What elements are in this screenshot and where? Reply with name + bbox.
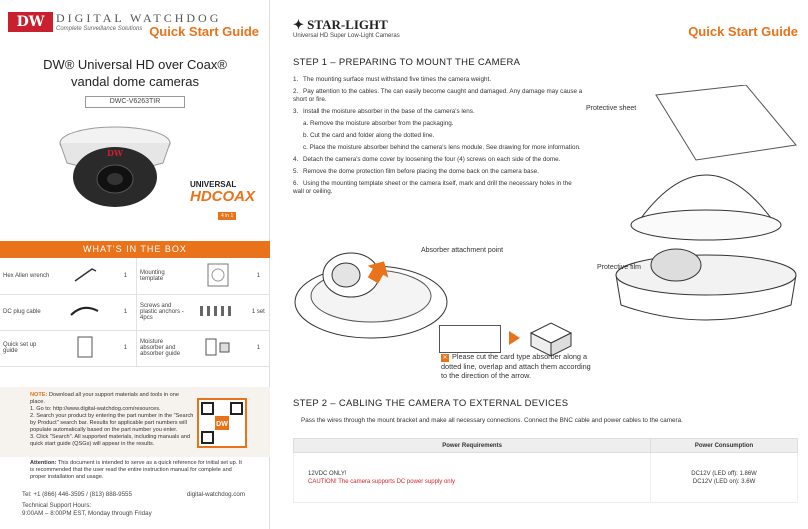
product-title xyxy=(0,56,270,90)
power-req: 12VDC ONLY! xyxy=(308,470,347,477)
card-note-text: Please cut the card type absorber along a dotted line, overlap and attach them according to the direction of the arrow. xyxy=(441,352,591,380)
item-text: Remove the dome protection film before placing the dome back on the camera base. xyxy=(303,167,539,175)
svg-text:DW: DW xyxy=(107,148,123,158)
hex-wrench-icon xyxy=(54,258,114,294)
title-line-2: vandal dome cameras xyxy=(71,74,199,89)
note-step: 1. Go to: http://www.digital-watchdog.com/resources. xyxy=(30,406,161,412)
badge-sub: 4 in 1 xyxy=(218,212,236,220)
power-led-on: DC12V (LED on): 3.6W xyxy=(692,478,756,485)
item-name: Screws and plastic anchors - 4pcs xyxy=(137,294,188,330)
item-text: Install the moisture absorber in the base of the camera's lens. xyxy=(303,108,475,116)
item-qty: 1 set xyxy=(248,294,270,330)
screws-icon xyxy=(187,294,247,330)
dome-camera-image xyxy=(55,115,175,215)
item-number: 6. xyxy=(293,179,299,187)
list-item xyxy=(293,88,583,105)
item-text: Detach the camera's dome cover by loosening the four (4) screws on each side of the dome. xyxy=(303,155,561,163)
item-qty: 1 xyxy=(115,294,137,330)
power-caution: CAUTION! The camera supports DC power supply only xyxy=(308,478,455,485)
support-hours-text: 9:00AM – 8:00PM EST, Monday through Friday xyxy=(22,510,152,517)
support-hours xyxy=(22,502,152,518)
svg-text:DW: DW xyxy=(216,421,228,428)
item-name: Mounting template xyxy=(137,258,188,294)
item-text: a. Remove the moisture absorber from the packaging. xyxy=(303,120,454,128)
badge-main: HDCOAX xyxy=(190,188,256,205)
item-text: b. Cut the card and folder along the dotted line. xyxy=(303,132,435,140)
card-note xyxy=(441,352,591,380)
note-step-text: Search your product by entering the part number in the "Search by Product" search bar. Results for applicable part numbers will populate automatically based on the part number you enter. xyxy=(30,413,194,433)
power-req-header: Power Requirements xyxy=(294,439,651,453)
phone-number: Tel: +1 (866) 446-3595 / (813) 888-9555 xyxy=(22,491,132,498)
star-icon: ✦ xyxy=(293,17,304,32)
support-label: Technical Support Hours: xyxy=(22,502,92,509)
dc-cable-icon xyxy=(54,294,114,330)
protective-sheet-label: Protective sheet xyxy=(586,105,637,112)
logo-tagline: Complete Surveillance Solutions xyxy=(56,26,143,32)
starlight-logo xyxy=(293,17,388,33)
list-item xyxy=(293,132,583,141)
website: digital-watchdog.com xyxy=(186,491,245,498)
item-qty: 1 xyxy=(115,258,137,294)
note-intro: Download all your support materials and tools in one place. xyxy=(30,392,179,405)
guide-booklet-icon xyxy=(54,330,114,366)
item-name: Hex Allen wrench xyxy=(0,258,54,294)
item-qty: 1 xyxy=(248,330,270,366)
list-item xyxy=(293,120,583,129)
badge-top: UNIVERSAL xyxy=(190,180,237,189)
moisture-absorber-icon xyxy=(187,330,247,366)
item-qty: 1 xyxy=(115,330,137,366)
note-label: NOTE: xyxy=(30,392,48,398)
guide-label: Quick Start Guide xyxy=(149,24,259,39)
table-header-row xyxy=(294,439,798,453)
list-item xyxy=(293,168,583,177)
attention-text xyxy=(30,460,245,481)
item-number: 2. xyxy=(293,87,299,95)
power-cons-cell xyxy=(651,453,798,503)
step2-title: STEP 2 – CABLING THE CAMERA TO EXTERNAL DEVICES xyxy=(293,398,569,409)
right-page xyxy=(271,0,808,529)
box-header: WHAT'S IN THE BOX xyxy=(0,241,270,258)
item-name: Quick set up guide xyxy=(0,330,54,366)
hdcoax-badge xyxy=(190,180,255,230)
table-row xyxy=(0,258,270,294)
protective-film-label: Protective film xyxy=(597,264,641,271)
note-step: 3. Click "Search". All supported materials, including manuals and quick start guide (QSGs) will appear in the results. xyxy=(30,434,191,447)
table-row xyxy=(0,294,270,330)
table-row xyxy=(0,330,270,366)
brand-name: STAR-LIGHT xyxy=(307,17,388,32)
power-table xyxy=(293,438,798,503)
power-req-cell xyxy=(294,453,651,503)
mounting-template-icon xyxy=(187,258,247,294)
list-item xyxy=(293,108,583,117)
item-name: DC plug cable xyxy=(0,294,54,330)
note-text xyxy=(30,392,195,448)
item-number: 3. xyxy=(293,108,299,116)
item-text: c. Place the moisture absorber behind the camera's lens module. See drawing for more information. xyxy=(303,143,581,151)
item-text: Using the mounting template sheet or the camera itself, mark and drill the necessary holes in the wall or ceiling. xyxy=(293,179,572,196)
dome-exploded-diagram xyxy=(596,85,806,350)
item-number: 4. xyxy=(293,155,299,163)
cut-mark-icon: ✕ xyxy=(442,355,448,361)
item-text: Pay attention to the cables. The can easily become caught and damaged. Any damage may cause a short or fire. xyxy=(293,87,583,104)
item-number: 1. xyxy=(293,76,299,83)
qr-code-icon xyxy=(197,398,247,448)
arrow-right-icon xyxy=(509,331,520,345)
brand-sub: Universal HD Super Low-Light Cameras xyxy=(293,33,400,39)
absorber-card xyxy=(439,325,501,353)
model-number: DWC-V6263TIR xyxy=(85,96,185,108)
list-item xyxy=(293,144,583,153)
guide-label: Quick Start Guide xyxy=(688,24,798,39)
note-step-text: Go to: http://www.digital-watchdog.com/resources. xyxy=(36,406,161,412)
list-item xyxy=(293,180,583,197)
step2-desc: Pass the wires through the mount bracket and make all necessary connections. Connect the BNC cable and power cables to the camera. xyxy=(301,417,683,424)
list-item xyxy=(293,76,583,85)
item-qty: 1 xyxy=(248,258,270,294)
item-number: 5. xyxy=(293,167,299,175)
step1-list xyxy=(293,76,583,200)
logo-name: DIGITAL WATCHDOG xyxy=(56,11,222,25)
step1-title: STEP 1 – PREPARING TO MOUNT THE CAMERA xyxy=(293,57,521,68)
table-row xyxy=(294,453,798,503)
left-page xyxy=(0,0,270,529)
note-step-text: Click "Search". All supported materials, including manuals and quick start guide (QSGs) will appear in the results. xyxy=(30,434,191,447)
item-text: The mounting surface must withstand five times the camera weight. xyxy=(303,76,491,83)
attention-body: This document is intended to serve as a quick reference for initial set up. It is recommended that the user read the entire instruction manual for complete and proper installation and usage. xyxy=(30,460,242,480)
note-step: 2. Search your product by entering the part number in the "Search by Product" search bar. Results for applicable part numbers will populate automatically based on the part number you enter. xyxy=(30,413,194,433)
absorber-label: Absorber attachment point xyxy=(421,247,504,254)
item-name: Moisture absorber and absorber guide xyxy=(137,330,188,366)
power-led-off: DC12V (LED off): 1.86W xyxy=(691,470,757,477)
title-line-1: DW® Universal HD over Coax® xyxy=(43,57,227,72)
power-cons-header: Power Consumption xyxy=(651,439,798,453)
dw-logo: DW xyxy=(8,12,53,32)
attention-label: Attention: xyxy=(30,460,57,466)
box-contents-table xyxy=(0,258,270,367)
list-item xyxy=(293,156,583,165)
